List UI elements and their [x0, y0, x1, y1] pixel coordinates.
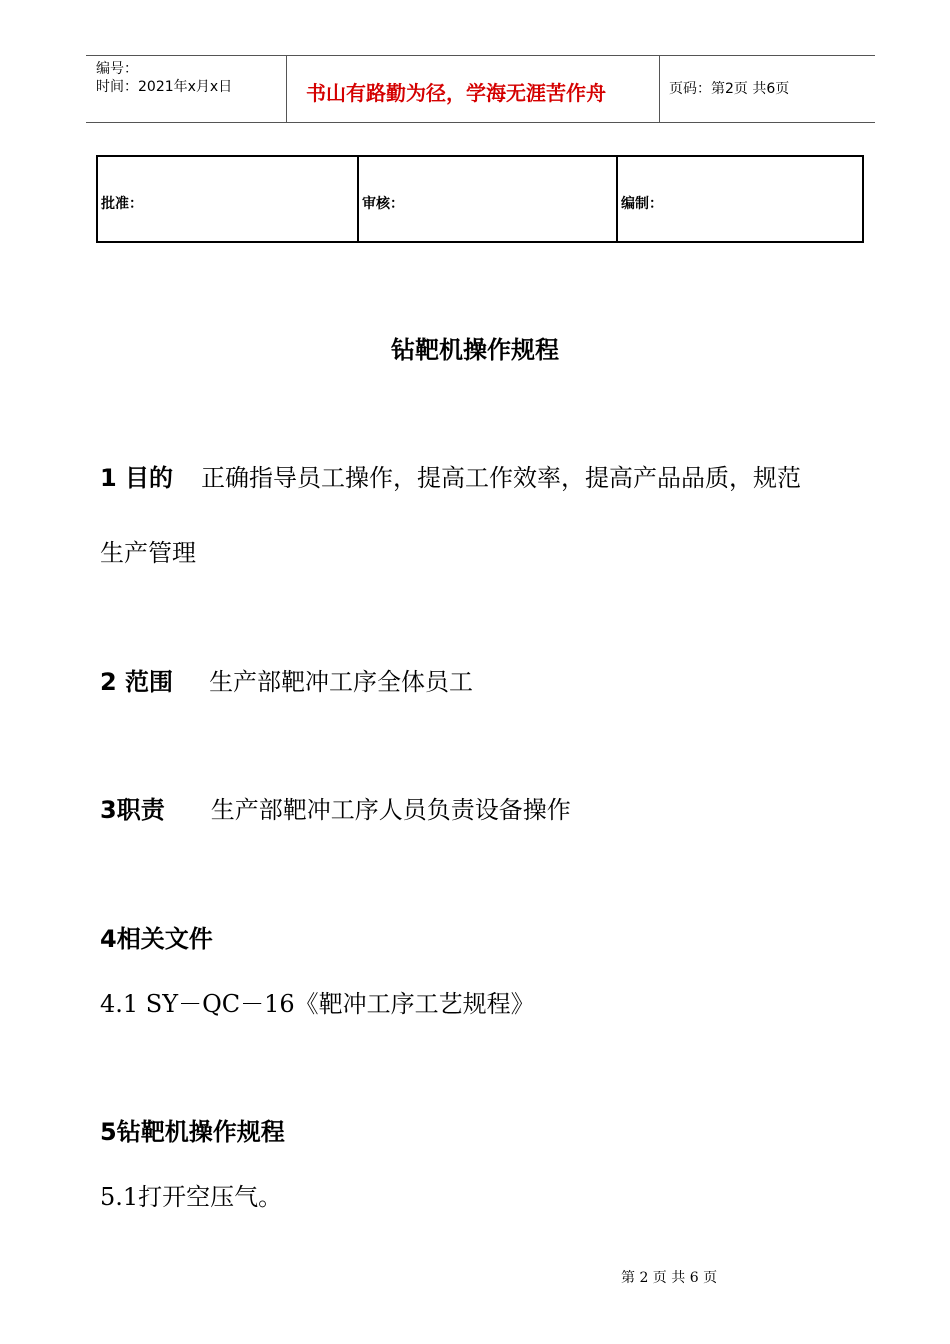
- section-procedure-heading: 5钻靶机操作规程: [100, 1118, 285, 1146]
- signoff-compile-cell: [618, 157, 862, 241]
- signoff-approve-cell: [98, 157, 359, 241]
- header-page-cell: [660, 56, 875, 122]
- section-scope: [100, 662, 473, 697]
- approve-label: 批准：: [101, 196, 143, 212]
- document-title: 钻靶机操作规程: [391, 336, 559, 364]
- page-header: [86, 55, 875, 123]
- section-purpose: [100, 458, 801, 493]
- section-related-docs-heading: 4相关文件: [100, 925, 213, 953]
- compile-label: 编制：: [621, 196, 663, 212]
- section-responsibility: [100, 790, 571, 825]
- page-footer: 第 2 页 共 6 页: [621, 1270, 718, 1286]
- header-page-info: 页码：第2页 共6页: [669, 81, 790, 97]
- section-responsibility-text: 生产部靶冲工序人员负责设备操作: [210, 796, 571, 824]
- review-label: 审核：: [362, 196, 404, 212]
- document-number-label: 编号：: [96, 61, 138, 77]
- section-scope-text: 生产部靶冲工序全体员工: [209, 668, 474, 696]
- header-meta-cell: [86, 56, 287, 122]
- header-motto: 书山有路勤为径，学海无涯苦作舟: [306, 81, 606, 105]
- header-motto-cell: [286, 56, 660, 122]
- section-purpose-continuation: 生产管理: [100, 539, 196, 567]
- procedure-step: 5.1打开空压气。: [100, 1183, 283, 1211]
- section-purpose-heading: 1 目的: [100, 464, 174, 492]
- section-purpose-text: 正确指导员工操作，提高工作效率，提高产品品质，规范: [201, 464, 802, 492]
- signoff-table: [96, 155, 864, 243]
- related-doc-item: 4.1 SY－QC－16《靶冲工序工艺规程》: [100, 990, 535, 1018]
- section-responsibility-heading: 3职责: [100, 796, 165, 824]
- signoff-review-cell: [359, 157, 618, 241]
- document-time-label: 时间：2021年x月x日: [96, 79, 233, 95]
- section-scope-heading: 2 范围: [100, 668, 174, 696]
